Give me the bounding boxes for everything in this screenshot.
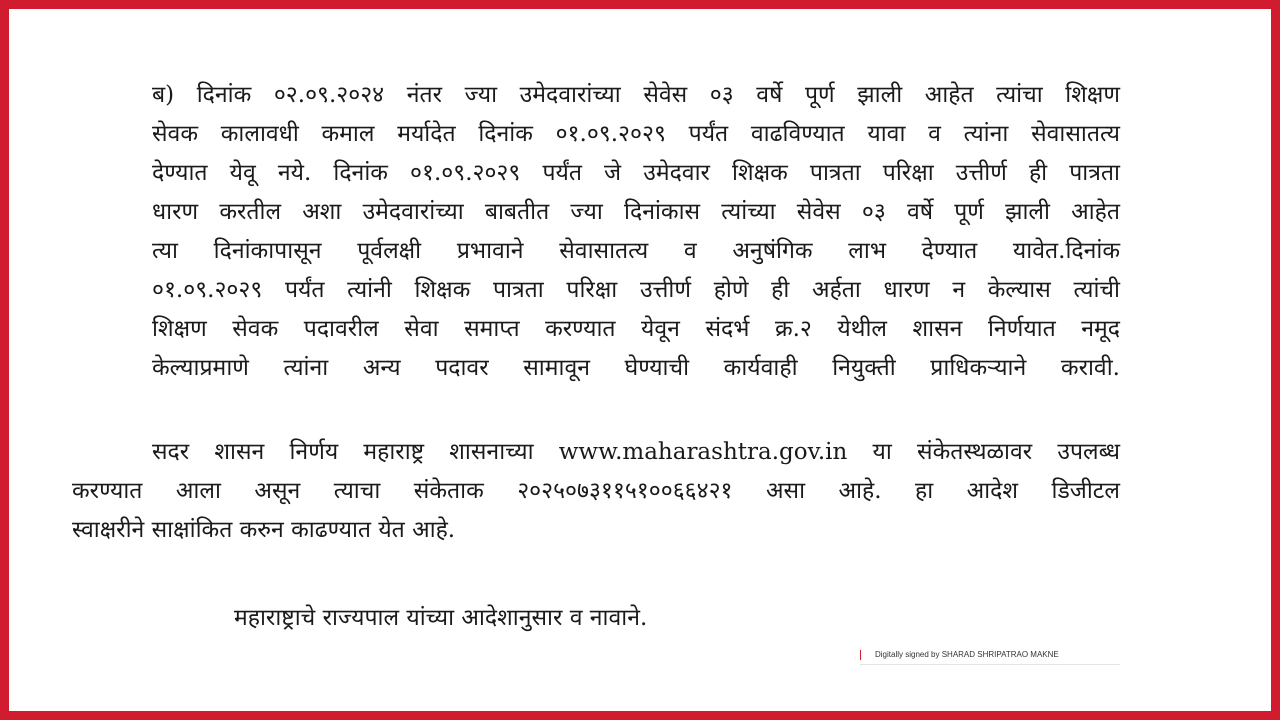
paragraph-line: शिक्षण सेवक पदावरील सेवा समाप्त करण्यात येवून संदर्भ क्र.२ येथील शासन निर्णयात नमूद	[152, 316, 1120, 342]
signature-text: Digitally signed by SHARAD SHRIPATRAO MAKNE	[875, 650, 1059, 660]
digital-signature	[860, 650, 1059, 660]
paragraph-b	[152, 76, 1120, 388]
paragraph-line: करण्यात आला असून त्याचा संकेताक २०२५०७३११५१००६६४२१ असा आहे. हा आदेश डिजीटल	[72, 478, 1120, 504]
paragraph-line: ०१.०९.२०२९ पर्यंत त्यांनी शिक्षक पात्रता परिक्षा उत्तीर्ण होणे ही अर्हता धारण न केल्यास त्यांची	[152, 277, 1120, 303]
paragraph-line: धारण करतील अशा उमेदवारांच्या बाबतीत ज्या दिनांकास त्यांच्या सेवेस ०३ वर्षे पूर्ण झाली आहेत	[152, 199, 1120, 225]
paragraph-line: सेवक कालावधी कमाल मर्यादेत दिनांक ०१.०९.२०२९ पर्यंत वाढविण्यात यावा व त्यांना सेवासातत्य	[152, 121, 1120, 147]
paragraph-line: त्या दिनांकापासून पूर्वलक्षी प्रभावाने सेवासातत्य व अनुषंगिक लाभ देण्यात यावेत.दिनांक	[152, 238, 1120, 264]
paragraph-line: केल्याप्रमाणे त्यांना अन्य पदावर सामावून घेण्याची कार्यवाही नियुक्ती प्राधिकऱ्याने करावी.	[152, 355, 1120, 381]
paragraph-sadar	[72, 433, 1120, 550]
paragraph-line: सदर शासन निर्णय महाराष्ट्र शासनाच्या www.maharashtra.gov.in या संकेतस्थळावर उपलब्ध	[152, 439, 1120, 465]
paragraph-line: ब) दिनांक ०२.०९.२०२४ नंतर ज्या उमेदवारांच्या सेवेस ०३ वर्षे पूर्ण झाली आहेत त्यांचा शिक्षण	[152, 82, 1120, 108]
closing-line: महाराष्ट्राचे राज्यपाल यांच्या आदेशानुसार व नावाने.	[234, 605, 648, 631]
paragraph-line: स्वाक्षरीने साक्षांकित करुन काढण्यात येत आहे.	[72, 517, 456, 543]
signature-mark-icon	[860, 650, 867, 660]
signature-rule	[860, 664, 1120, 665]
paragraph-line: देण्यात येवू नये. दिनांक ०१.०९.२०२९ पर्यंत जे उमेदवार शिक्षक पात्रता परिक्षा उत्तीर्ण ही पात्रता	[152, 160, 1120, 186]
